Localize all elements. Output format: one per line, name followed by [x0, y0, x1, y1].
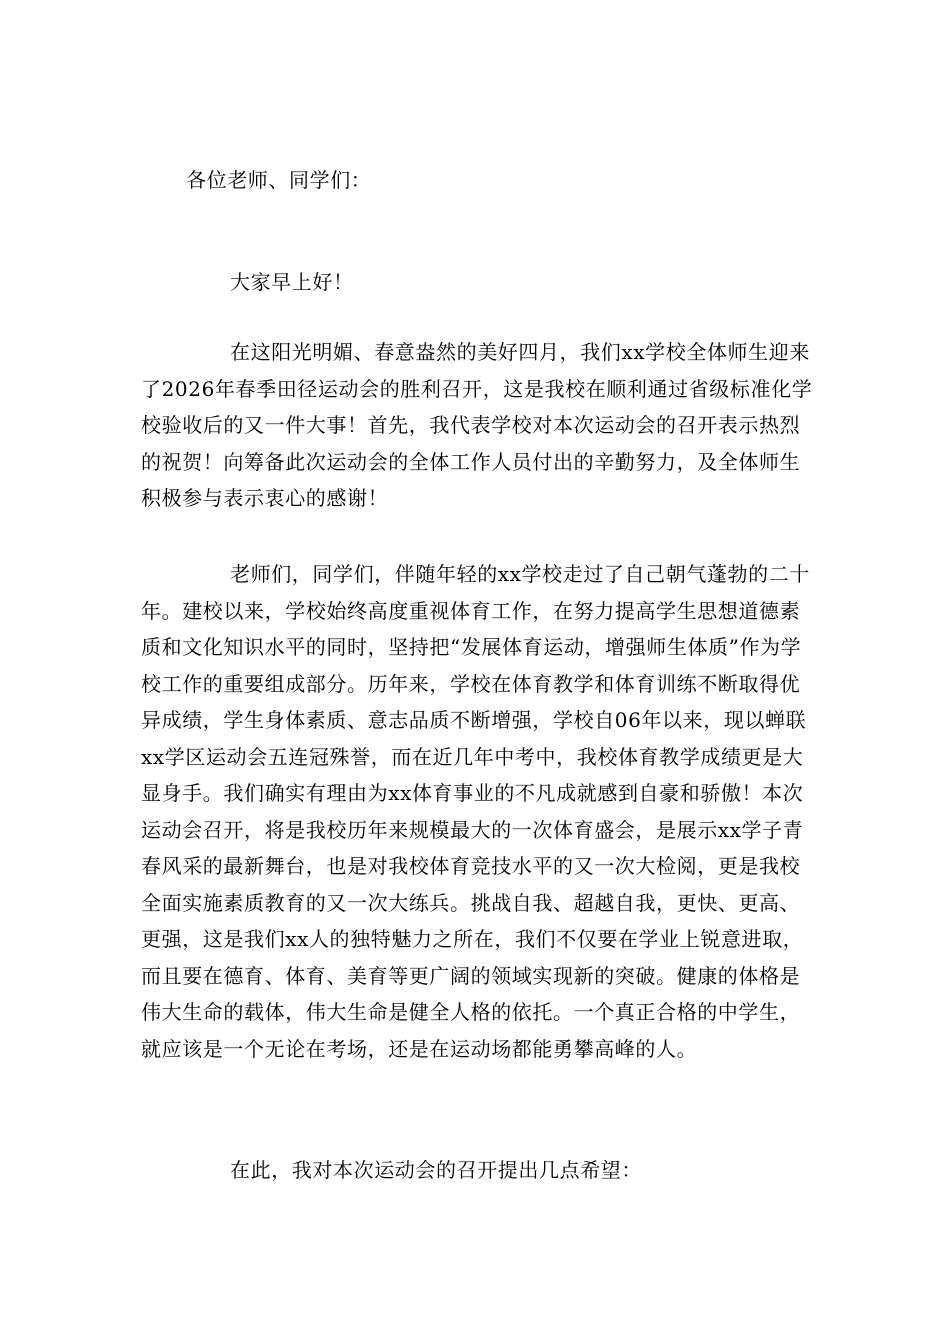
salutation: 各位老师、同学们： [186, 168, 372, 192]
paragraph-school-history: 老师们，同学们，伴随年轻的xx学校走过了自己朝气蓬勃的二十年。建校以来，学校始终高度重视体育工作，在努力提高学生思想道德素质和文化知识水平的同时，坚持把“发展体育运动，增强师生体质”作为学校工作的重要组成部分。历年来，学校在体育教学和体育训练不断取得优异成绩，学生身体素质、意志品质不断增强，学校自06年以来，现以蝉联xx学区运动会五连冠殊誉，而在近几年中考中，我校体育教学成绩更是大显身手。我们确实有理由为xx体育事业的不凡成就感到自豪和骄傲！本次运动会召开，将是我校历年来规模最大的一次体育盛会，是展示xx学子青春风采的最新舞台，也是对我校体育竞技水平的又一次大检阅，更是我校全面实施素质教育的又一次大练兵。挑战自我、超越自我，更快、更高、更强，这是我们xx人的独特魅力之所在，我们不仅要在学业上锐意进取，而且要在德育、体育、美育等更广阔的领域实现新的突破。健康的体格是伟大生命的载体，伟大生命是健全人格的依托。一个真正合格的中学生，就应该是一个无论在考场，还是在运动场都能勇攀高峰的人。 [141, 562, 810, 1061]
greeting: 大家早上好！ [230, 270, 354, 294]
paragraph-opening: 在这阳光明媚、春意盎然的美好四月，我们xx学校全体师生迎来了2026年春季田径运动会的胜利召开，这是我校在顺利通过省级标准化学校验收后的又一件大事！首先，我代表学校对本次运动会的召开表示热烈的祝贺！向筹备此次运动会的全体工作人员付出的辛勤努力，及全体师生积极参与表示衷心的感谢！ [141, 340, 813, 510]
paragraph-hopes-intro: 在此，我对本次运动会的召开提出几点希望： [230, 1158, 642, 1182]
